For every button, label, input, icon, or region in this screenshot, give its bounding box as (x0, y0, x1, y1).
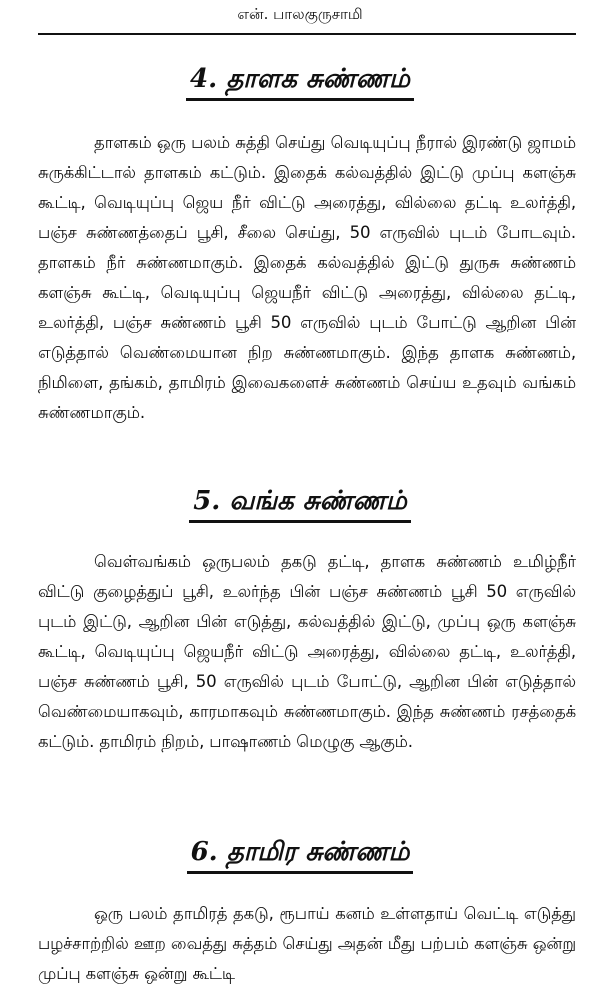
section-title-5 (0, 484, 600, 523)
section-paragraph-4: தாளகம் ஒரு பலம் சுத்தி செய்து வெடியுப்பு நீரால் இரண்டு ஜாமம் சுருக்கிட்டால் தாளகம் கட்டும். இதைக் கல்வத்தில் இட்டு முப்பு களஞ்சு கூட்டி, வெடியுப்பு ஜெய நீர் விட்டு அரைத்து, வில்லை தட்டி உலர்த்தி, பஞ்ச சுண்ணத்தைப் பூசி, சீலை செய்து, 50 எருவில் புடம் போடவும். தாளகம் நீர் சுண்ணமாகும். இதைக் கல்வத்தில் இட்டு துருசு சுண்ணம் களஞ்சு கூட்டி, வெடியுப்பு ஜெயநீர் விட்டு அரைத்து, வில்லை தட்டி, உலர்த்தி, பஞ்ச சுண்ணம் பூசி 50 எருவில் புடம் போட்டு ஆறின பின் எடுத்தால் வெண்மையான நிற சுண்ணமாகும். இந்த தாளக சுண்ணம், நிமிளை, தங்கம், தாமிரம் இவைகளைச் சுண்ணம் செய்ய உதவும் வங்கம் சுண்ணமாகும். (38, 133, 576, 422)
section-paragraph-6: ஒரு பலம் தாமிரத் தகடு, ரூபாய் கனம் உள்ளதாய் வெட்டி எடுத்து பழச்சாற்றில் ஊற வைத்து சுத்தம் செய்து அதன் மீது பற்பம் களஞ்சு ஒன்று முப்பு களஞ்சு ஒன்று கூட்டி (38, 904, 576, 983)
section-title-4 (0, 62, 600, 101)
section-title-4-text: 4. தாளக சுண்ணம் (186, 62, 414, 101)
header-rule (38, 33, 576, 35)
section-title-6 (0, 835, 600, 874)
section-paragraph-5: வெள்வங்கம் ஒருபலம் தகடு தட்டி, தாளக சுண்ணம் உமிழ்நீர் விட்டு குழைத்துப் பூசி, உலர்ந்த பின் பஞ்ச சுண்ணம் பூசி 50 எருவில் புடம் இட்டு, ஆறின பின் எடுத்து, கல்வத்தில் இட்டு, முப்பு ஒரு களஞ்சு கூட்டி, வெடியுப்பு ஜெயநீர் விட்டு அரைத்து, வில்லை தட்டி, உலர்த்தி, பஞ்ச சுண்ணம் பூசி, 50 எருவில் புடம் போட்டு, ஆறின பின் எடுத்தால் வெண்மையாகவும், காரமாகவும் சுண்ணமாகும். இந்த சுண்ணம் ரசத்தைக் கட்டும். தாமிரம் நிறம், பாஷாணம் மெழுகு ஆகும். (38, 552, 576, 751)
section-title-6-text: 6. தாமிர சுண்ணம் (187, 835, 414, 874)
section-title-5-text: 5. வங்க சுண்ணம் (189, 484, 411, 523)
running-header: என். பாலகுருசாமி (237, 5, 363, 23)
